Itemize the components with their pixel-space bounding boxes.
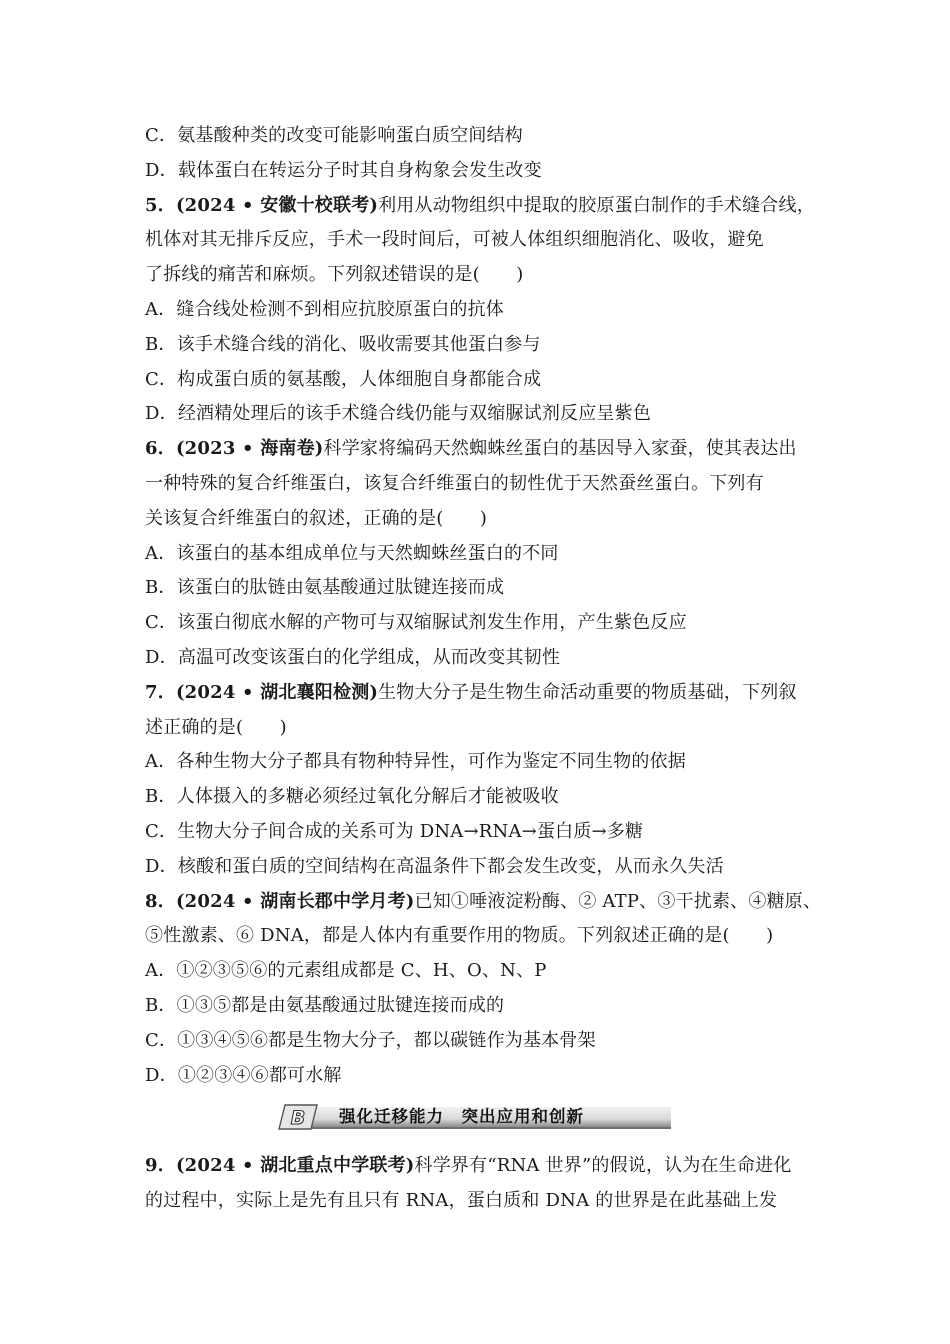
q9-stem-line-1 <box>145 1149 825 1184</box>
q7-stem-line-1 <box>145 676 825 711</box>
q7-option-a: A．各种生物大分子都具有物种特异性，可作为鉴定不同生物的依据 <box>145 751 686 773</box>
q7-option-b: B．人体摄入的多糖必须经过氧化分解后才能被吸收 <box>145 786 559 808</box>
section-banner-row <box>145 1093 825 1149</box>
q5-option-a: A．缝合线处检测不到相应抗胶原蛋白的抗体 <box>145 298 504 320</box>
q8-option-b: B．①③⑤都是由氨基酸通过肽键连接而成的 <box>145 994 505 1016</box>
q8-number: 8． <box>145 890 176 912</box>
q8-option-c: C．①③④⑤⑥都是生物大分子，都以碳链作为基本骨架 <box>145 1029 596 1051</box>
q9-stem-text: 科学界有“RNA 世界”的假说，认为在生命进化 <box>414 1155 792 1177</box>
section-banner-title: 强化迁移能力 突出应用和创新 <box>339 1107 584 1127</box>
q7-number: 7． <box>145 681 176 703</box>
q9-stem-line-2: 的过程中，实际上是先有且只有 RNA，蛋白质和 DNA 的世界是在此基础上发 <box>145 1190 778 1212</box>
q6-stem-line-1 <box>145 432 825 467</box>
q8-stem-text: 已知①唾液淀粉酶、② ATP、③干扰素、④糖原、 <box>414 890 822 912</box>
q9-source: (2024 • 湖北重点中学联考) <box>175 1155 415 1177</box>
q4-option-c: C．氨基酸种类的改变可能影响蛋白质空间结构 <box>145 125 523 146</box>
q5-stem-line-2: 机体对其无排斥反应，手术一段时间后，可被人体组织细胞消化、吸收，避免 <box>145 229 764 251</box>
q5-source: (2024 • 安徽十校联考) <box>175 194 379 216</box>
section-b-badge-icon <box>277 1103 321 1131</box>
q7-source: (2024 • 湖北襄阳检测) <box>175 681 379 703</box>
q8-source: (2024 • 湖南长郡中学月考) <box>175 890 415 912</box>
document-body <box>145 119 825 1219</box>
q5-option-b: B．该手术缝合线的消化、吸收需要其他蛋白参与 <box>145 333 541 355</box>
q5-number: 5． <box>145 194 176 216</box>
q5-stem-line-3: 了拆线的痛苦和麻烦。下列叙述错误的是( ) <box>145 264 524 286</box>
q6-option-b: B．该蛋白的肽链由氨基酸通过肽键连接而成 <box>145 577 505 599</box>
q6-stem-line-3: 关该复合纤维蛋白的叙述，正确的是( ) <box>145 507 488 529</box>
q5-option-c: C．构成蛋白质的氨基酸，人体细胞自身都能合成 <box>145 368 542 390</box>
q5-stem-line-1 <box>145 189 825 224</box>
q9-number: 9． <box>145 1155 176 1177</box>
q7-stem-line-2: 述正确的是( ) <box>145 716 287 738</box>
q7-stem-text: 生物大分子是生物生命活动重要的物质基础，下列叙 <box>378 681 797 703</box>
section-banner <box>277 1103 671 1129</box>
q6-source: (2023 • 海南卷) <box>175 438 324 460</box>
q8-option-d: D．①②③④⑥都可水解 <box>145 1064 342 1086</box>
q5-stem-text: 利用从动物组织中提取的胶原蛋白制作的手术缝合线， <box>378 194 815 216</box>
q7-option-d: D．核酸和蛋白质的空间结构在高温条件下都会发生改变，从而永久失活 <box>145 855 724 877</box>
q7-option-c: C．生物大分子间合成的关系可为 DNA→RNA→蛋白质→多糖 <box>145 820 644 842</box>
q4-option-d: D．载体蛋白在转运分子时其自身构象会发生改变 <box>145 159 542 181</box>
q6-number: 6． <box>145 438 176 460</box>
badge-letter: B <box>290 1107 306 1130</box>
q6-stem-line-2: 一种特殊的复合纤维蛋白，该复合纤维蛋白的韧性优于天然蚕丝蛋白。下列有 <box>145 472 764 494</box>
q8-stem-line-2: ⑤性激素、⑥ DNA，都是人体内有重要作用的物质。下列叙述正确的是( ) <box>145 925 774 947</box>
q8-option-a: A．①②③⑤⑥的元素组成都是 C、H、O、N、P <box>145 960 547 982</box>
q6-option-d: D．高温可改变该蛋白的化学组成，从而改变其韧性 <box>145 646 561 668</box>
q6-option-c: C．该蛋白彻底水解的产物可与双缩脲试剂发生作用，产生紫色反应 <box>145 612 687 634</box>
q6-option-a: A．该蛋白的基本组成单位与天然蜘蛛丝蛋白的不同 <box>145 542 559 564</box>
q6-stem-text: 科学家将编码天然蜘蛛丝蛋白的基因导入家蚕，使其表达出 <box>323 438 797 460</box>
q5-option-d: D．经酒精处理后的该手术缝合线仍能与双缩脲试剂反应呈紫色 <box>145 403 652 425</box>
q8-stem-line-1 <box>145 885 825 920</box>
